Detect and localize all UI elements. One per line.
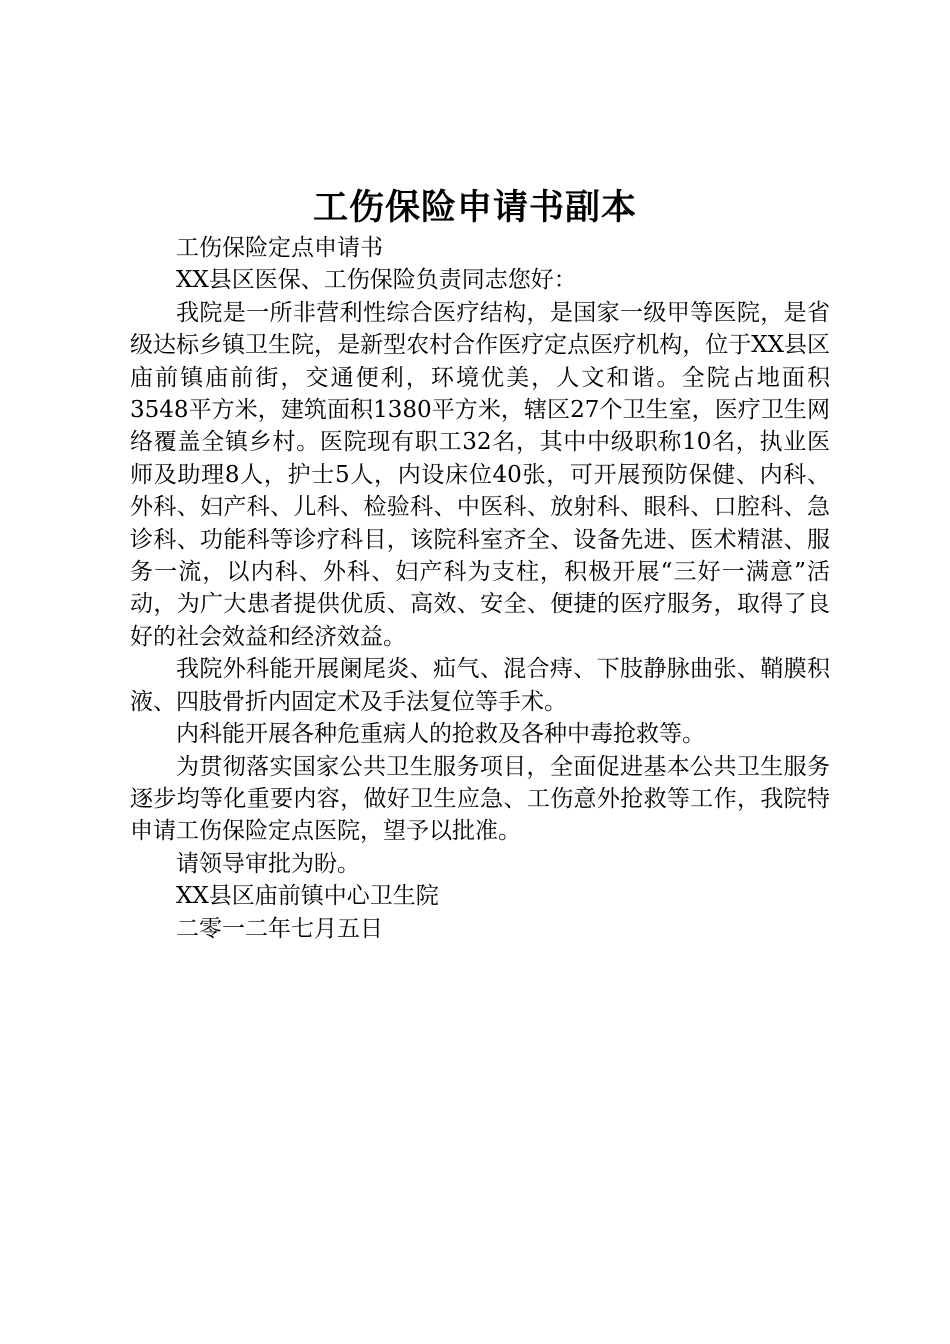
surgery-paragraph: 我院外科能开展阑尾炎、疝气、混合痔、下肢静脉曲张、鞘膜积液、四肢骨折内固定术及手法复位等手术。 [130, 656, 830, 715]
signature-paragraph: XX县区庙前镇中心卫生院 [176, 883, 439, 910]
internal-medicine-paragraph: 内科能开展各种危重病人的抢救及各种中毒抢救等。 [176, 721, 705, 748]
intro-paragraph: 我院是一所非营利性综合医疗结构，是国家一级甲等医院，是省级达标乡镇卫生院，是新型农村合作医疗定点医疗机构，位于XX县区庙前镇庙前街，交通便利，环境优美，人文和谐。全院占地面积3548平方米，建筑面积1380平方米，辖区27个卫生室，医疗卫生网络覆盖全镇乡村。医院现有职工32名，其中中级职称10名，执业医师及助理8人，护士5人，内设床位40张，可开展预防保健、内科、外科、妇产科、儿科、检验科、中医科、放射科、眼科、口腔科、急诊科、功能科等诊疗科目，该院科室齐全、设备先进、医术精湛、服务一流，以内科、外科、妇产科为支柱，积极开展“三好一满意”活动，为广大患者提供优质、高效、安全、便捷的医疗服务，取得了良好的社会效益和经济效益。 [130, 299, 830, 650]
date-paragraph: 二零一二年七月五日 [176, 915, 383, 942]
closing-paragraph: 请领导审批为盼。 [176, 850, 360, 877]
salutation-paragraph: XX县区医保、工伤保险负责同志您好： [176, 267, 577, 294]
subtitle-paragraph: 工伤保险定点申请书 [176, 235, 383, 261]
document-body [130, 232, 830, 945]
document-title: 工伤保险申请书副本 [312, 187, 637, 228]
request-paragraph: 为贯彻落实国家公共卫生服务项目，全面促进基本公共卫生服务逐步均等化重要内容，做好卫生应急、工伤意外抢救等工作，我院特申请工伤保险定点医院，望予以批准。 [130, 753, 830, 845]
